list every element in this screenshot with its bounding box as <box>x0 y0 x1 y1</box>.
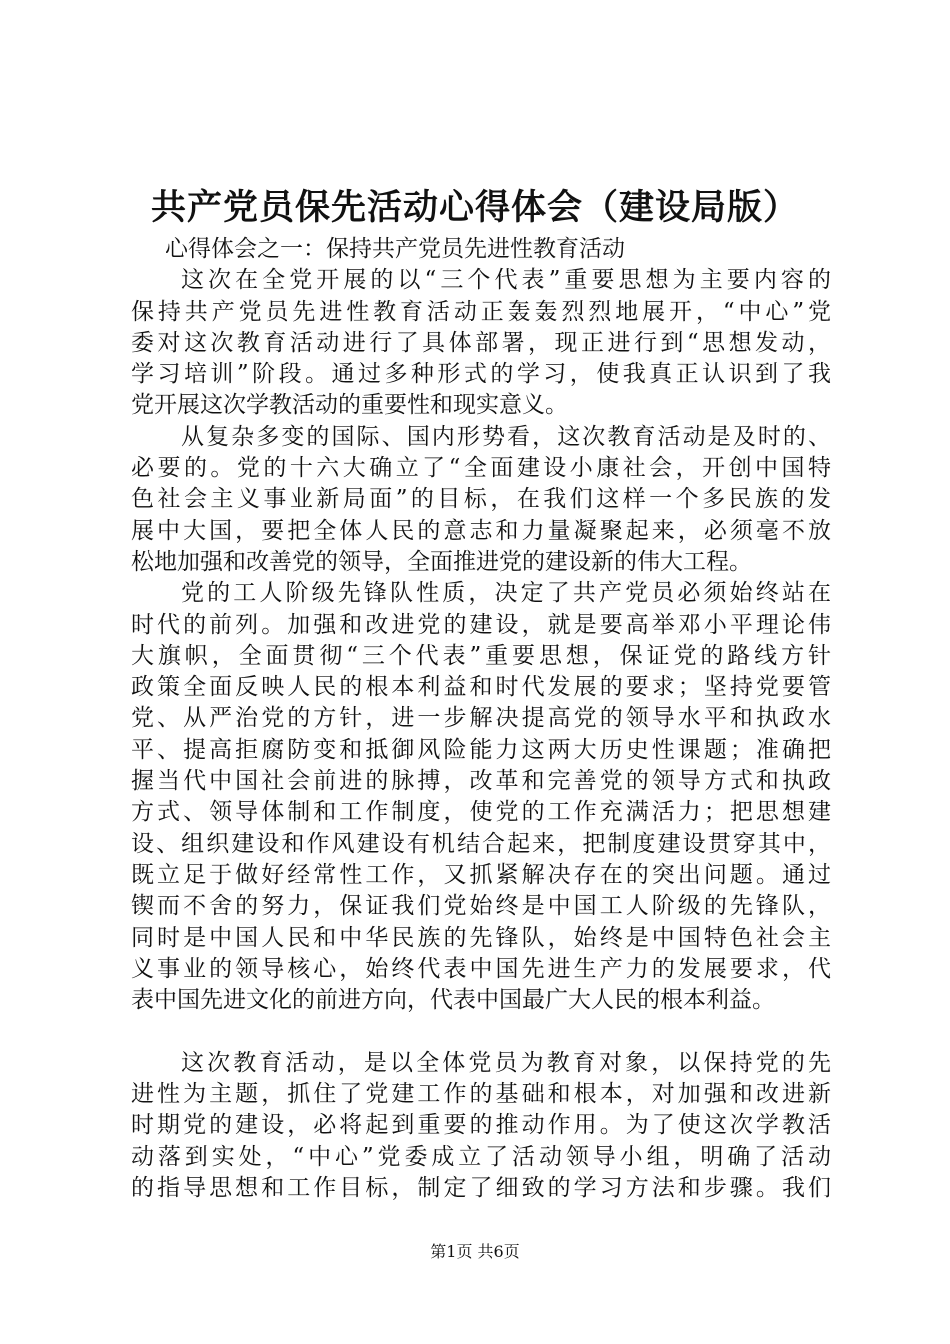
document-title: 共产党员保先活动心得体会（建设局版） <box>150 188 799 228</box>
text-line: 保持共产党员先进性教育活动正轰轰烈烈地展开，“中心”党 <box>131 298 831 325</box>
text-line: 这次在全党开展的以“三个代表”重要思想为主要内容的 <box>181 267 831 294</box>
text-line: 义事业的领导核心，始终代表中国先进生产力的发展要求，代 <box>131 955 831 982</box>
text-line: 党开展这次学教活动的重要性和现实意义。 <box>131 392 568 419</box>
text-line: 握当代中国社会前进的脉搏，改革和完善党的领导方式和执政 <box>131 768 831 795</box>
text-line: 既立足于做好经常性工作，又抓紧解决存在的突出问题。通过 <box>131 861 831 888</box>
text-line: 色社会主义事业新局面”的目标，在我们这样一个多民族的发 <box>131 486 831 513</box>
text-line: 锲而不舍的努力，保证我们党始终是中国工人阶级的先锋队， <box>131 893 831 920</box>
text-line: 大旗帜，全面贯彻“三个代表”重要思想，保证党的路线方针 <box>131 642 831 669</box>
text-line: 委对这次教育活动进行了具体部署，现正进行到“思想发动， <box>131 329 831 356</box>
document-body <box>131 234 831 1204</box>
paragraph-2 <box>131 422 831 578</box>
text-line: 展中大国，要把全体人民的意志和力量凝聚起来，必须毫不放 <box>131 517 831 544</box>
text-line: 平、提高拒腐防变和抵御风险能力这两大历史性课题；准确把 <box>131 736 831 763</box>
text-line: 方式、领导体制和工作制度，使党的工作充满活力；把思想建 <box>131 799 831 826</box>
paragraph-spacer <box>131 1016 831 1047</box>
section-subheading: 心得体会之一：保持共产党员先进性教育活动 <box>165 236 625 262</box>
text-line: 动落到实处，“中心”党委成立了活动领导小组，明确了活动 <box>131 1143 831 1170</box>
text-line: 从复杂多变的国际、国内形势看，这次教育活动是及时的、 <box>181 423 831 450</box>
text-line: 学习培训”阶段。通过多种形式的学习，使我真正认识到了我 <box>131 361 831 388</box>
text-line: 的指导思想和工作目标，制定了细致的学习方法和步骤。我们 <box>131 1174 831 1201</box>
page-number-footer: 第1页 共6页 <box>430 1242 520 1261</box>
text-line: 同时是中国人民和中华民族的先锋队，始终是中国特色社会主 <box>131 924 831 951</box>
text-line: 这次教育活动，是以全体党员为教育对象，以保持党的先 <box>181 1049 831 1076</box>
text-line: 时期党的建设，必将起到重要的推动作用。为了使这次学教活 <box>131 1112 831 1139</box>
paragraph-3 <box>131 578 831 1016</box>
text-line: 时代的前列。加强和改进党的建设，就是要高举邓小平理论伟 <box>131 611 831 638</box>
text-line: 必要的。党的十六大确立了“全面建设小康社会，开创中国特 <box>131 455 831 482</box>
text-line: 党的工人阶级先锋队性质，决定了共产党员必须始终站在 <box>181 580 831 607</box>
text-line: 设、组织建设和作风建设有机结合起来，把制度建设贯穿其中， <box>131 830 831 857</box>
text-line: 政策全面反映人民的根本利益和时代发展的要求；坚持党要管 <box>131 674 831 701</box>
paragraph-1 <box>131 265 831 421</box>
text-line: 进性为主题，抓住了党建工作的基础和根本，对加强和改进新 <box>131 1081 831 1108</box>
text-line: 松地加强和改善党的领导，全面推进党的建设新的伟大工程。 <box>131 548 752 575</box>
text-line: 党、从严治党的方针，进一步解决提高党的领导水平和执政水 <box>131 705 831 732</box>
paragraph-4 <box>131 1048 831 1204</box>
text-line: 表中国先进文化的前进方向，代表中国最广大人民的根本利益。 <box>131 987 775 1014</box>
